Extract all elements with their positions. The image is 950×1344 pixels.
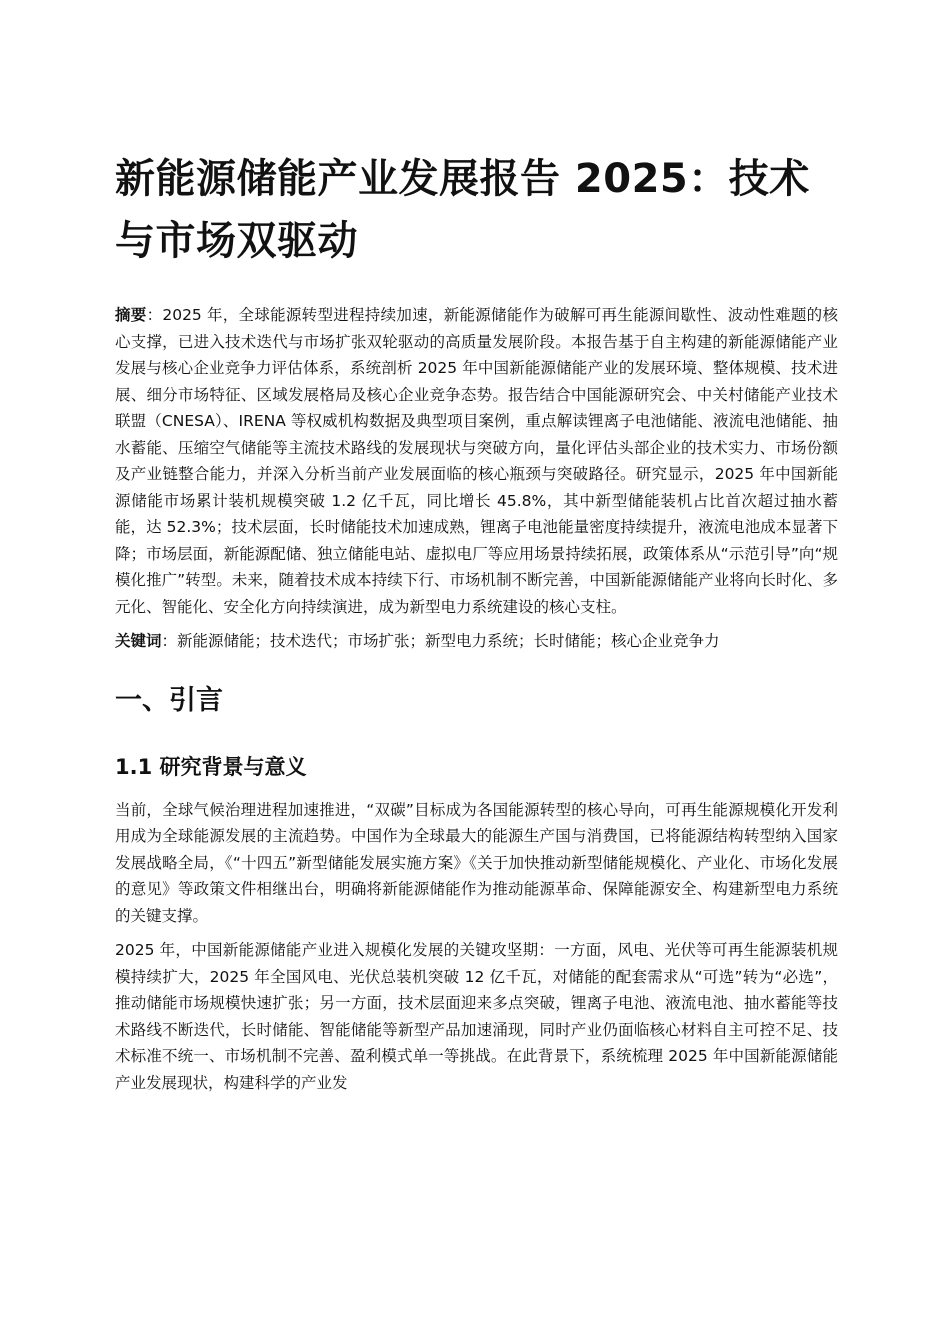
subsection-heading-background: 1.1 研究背景与意义: [115, 754, 307, 779]
body-paragraph: 2025 年，中国新能源储能产业进入规模化发展的关键攻坚期：一方面，风电、光伏等可再生能源装机规模持续扩大，2025 年全国风电、光伏总装机突破 12 亿千瓦，对储能的配套需求从“可选”转为“必选”，推动储能市场规模快速扩张；另一方面，技术层面迎来多点突破，锂离子电池、液流电池、抽水蓄能等技术路线不断迭代，长时储能、智能储能等新型产品加速涌现，同时产业仍面临核心材料自主可控不足、技术标准不统一、市场机制不完善、盈利模式单一等挑战。在此背景下，系统梳理 2025 年中国新能源储能产业发展现状，构建科学的产业发: [115, 941, 838, 1092]
abstract-label: 摘要: [115, 306, 147, 324]
report-title: 新能源储能产业发展报告 2025：技术与市场双驱动: [115, 156, 810, 264]
keywords-paragraph: 关键词：新能源储能；技术迭代；市场扩张；新型电力系统；长时储能；核心企业竞争力: [115, 632, 720, 650]
section-heading-introduction: 一、引言: [115, 684, 223, 716]
body-paragraph: 当前，全球气候治理进程加速推进，“双碳”目标成为各国能源转型的核心导向，可再生能源规模化开发利用成为全球能源发展的主流趋势。中国作为全球最大的能源生产国与消费国，已将能源结构转型纳入国家发展战略全局，《“十四五”新型储能发展实施方案》《关于加快推动新型储能规模化、产业化、市场化发展的意见》等政策文件相继出台，明确将新能源储能作为推动能源革命、保障能源安全、构建新型电力系统的关键支撑。: [115, 800, 838, 925]
abstract-paragraph: 摘要：2025 年，全球能源转型进程持续加速，新能源储能作为破解可再生能源间歇性、波动性难题的核心支撑，已进入技术迭代与市场扩张双轮驱动的高质量发展阶段。本报告基于自主构建的新能源储能产业发展与核心企业竞争力评估体系，系统剖析 2025 年中国新能源储能产业的发展环境、整体规模、技术进展、细分市场特征、区域发展格局及核心企业竞争态势。报告结合中国能源研究会、中关村储能产业技术联盟（CNESA）、IRENA 等权威机构数据及典型项目案例，重点解读锂离子电池储能、液流电池储能、抽水蓄能、压缩空气储能等主流技术路线的发展现状与突破方向，量化评估头部企业的技术实力、市场份额及产业链整合能力，并深入分析当前产业发展面临的核心瓶颈与突破路径。研究显示，2025 年中国新能源储能市场累计装机规模突破 1.2 亿千瓦，同比增长 45.8%，其中新型储能装机占比首次超过抽水蓄能，达 52.3%；技术层面，长时储能技术加速成熟，锂离子电池能量密度持续提升，液流电池成本显著下降；市场层面，新能源配储、独立储能电站、虚拟电厂等应用场景持续拓展，政策体系从“示范引导”向“规模化推广”转型。未来，随着技术成本持续下行、市场机制不断完善，中国新能源储能产业将向长时化、多元化、智能化、安全化方向持续演进，成为新型电力系统建设的核心支柱。: [115, 306, 838, 616]
keywords-text: 新能源储能；技术迭代；市场扩张；新型电力系统；长时储能；核心企业竞争力: [177, 632, 720, 650]
abstract-text: 2025 年，全球能源转型进程持续加速，新能源储能作为破解可再生能源间歇性、波动性难题的核心支撑，已进入技术迭代与市场扩张双轮驱动的高质量发展阶段。本报告基于自主构建的新能源储能产业发展与核心企业竞争力评估体系，系统剖析 2025 年中国新能源储能产业的发展环境、整体规模、技术进展、细分市场特征、区域发展格局及核心企业竞争态势。报告结合中国能源研究会、中关村储能产业技术联盟（CNESA）、IRENA 等权威机构数据及典型项目案例，重点解读锂离子电池储能、液流电池储能、抽水蓄能、压缩空气储能等主流技术路线的发展现状与突破方向，量化评估头部企业的技术实力、市场份额及产业链整合能力，并深入分析当前产业发展面临的核心瓶颈与突破路径。研究显示，2025 年中国新能源储能市场累计装机规模突破 1.2 亿千瓦，同比增长 45.8%，其中新型储能装机占比首次超过抽水蓄能，达 52.3%；技术层面，长时储能技术加速成熟，锂离子电池能量密度持续提升，液流电池成本显著下降；市场层面，新能源配储、独立储能电站、虚拟电厂等应用场景持续拓展，政策体系从“示范引导”向“规模化推广”转型。未来，随着技术成本持续下行、市场机制不断完善，中国新能源储能产业将向长时化、多元化、智能化、安全化方向持续演进，成为新型电力系统建设的核心支柱。: [115, 306, 838, 616]
keywords-label: 关键词: [115, 632, 162, 650]
